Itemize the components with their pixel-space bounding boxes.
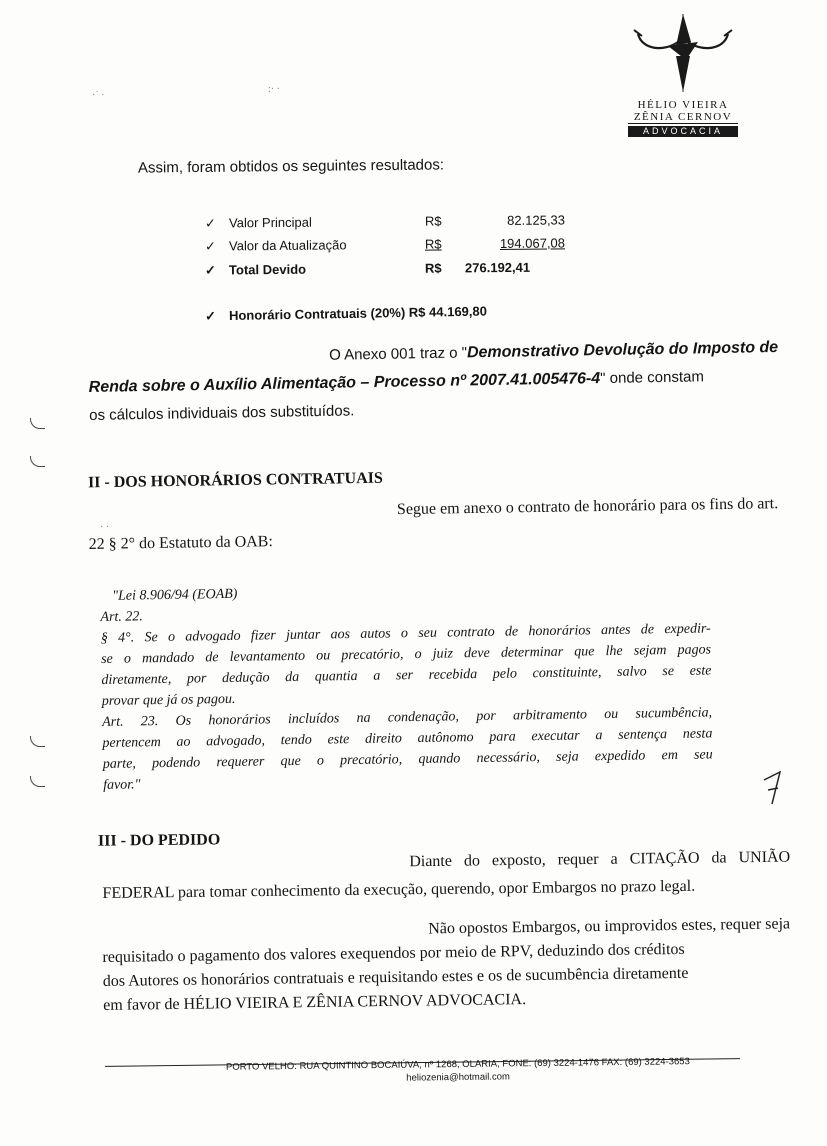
quote-line: favor.": [103, 777, 141, 793]
footer-email: heliozenia@hotmail.com: [406, 1071, 510, 1084]
honorario-row: [205, 304, 487, 325]
section-3-p1-line-1: Diante do exposto, requer a CITAÇÃO da UNIÃO: [409, 848, 791, 871]
star-figure-icon: [628, 12, 738, 94]
check-icon: ✓: [204, 262, 216, 278]
logo-line-2: ZÊNIA CERNOV: [628, 111, 738, 124]
quote-line: se o mandado de levantamento ou precatório, o juiz deve determinar que lhe sejam pagos: [101, 642, 712, 667]
result-row: [205, 259, 575, 278]
quote-line: "Lei 8.906/94 (EOAB): [112, 586, 238, 604]
anexo-tail: " onde constam: [600, 368, 705, 388]
anexo-lead: O Anexo 001 traz o ": [328, 344, 468, 364]
quote-line: diretamente, por dedução da quantia a ser recebida pelo constituinte, salvo se este: [101, 663, 712, 688]
section-2-heading: II - DOS HONORÁRIOS CONTRATUAIS: [87, 469, 383, 492]
quote-line: pertencem ao advogado, tendo este direito autônomo para executar a sentença nesta: [102, 726, 713, 751]
section-3-p2-line-3: dos Autores os honorários contratuais e requisitando estes e os de sucumbência diretamente: [102, 964, 689, 990]
anexo-line-3: os cálculos individuais dos substituídos.: [89, 402, 355, 424]
anexo-paragraph: [88, 334, 779, 430]
footer-address: PORTO VELHO: RUA QUINTINO BOCAIÚVA, nº 1268, OLARIA, FONE: (69) 3224-1476 FAX: (69) 3224-3653: [225, 1056, 690, 1073]
section-2-line-2: 22 § 2° do Estatuto da OAB:: [88, 533, 273, 553]
quote-line: § 4°. Se o advogado fizer juntar aos autos o seu contrato de honorários antes de expedir-: [100, 621, 711, 646]
binder-mark: [30, 736, 45, 747]
result-currency: R$: [424, 236, 442, 252]
scan-speck: :· ·: [268, 84, 280, 95]
quote-line: Art. 23. Os honorários incluídos na condenação, por arbitramento ou sucumbência,: [102, 705, 713, 730]
intro-text: Assim, foram obtidos os seguintes resultados:: [137, 156, 445, 177]
section-3-p2-line-4: em favor de HÉLIO VIEIRA E ZÊNIA CERNOV ADVOCACIA.: [103, 991, 527, 1014]
section-3-heading: III - DO PEDIDO: [97, 831, 221, 850]
footer: [178, 1055, 738, 1088]
honorario-text: Honorário Contratuais (20%) R$ 44.169,80: [228, 303, 488, 324]
scan-speck: ·˙ ·: [92, 90, 105, 101]
binder-mark: [30, 418, 45, 429]
section-2-line-1: Segue em anexo o contrato de honorário para os fins do art.: [396, 495, 779, 519]
result-value: 82.125,33: [507, 212, 566, 228]
anexo-title-1: Demonstrativo Devolução do Imposto de: [466, 338, 779, 362]
handwritten-initial: [760, 768, 788, 808]
check-icon: ✓: [204, 308, 217, 324]
section-3-p1-line-2: FEDERAL para tomar conhecimento da execução, querendo, opor Embargos no prazo legal.: [102, 877, 696, 902]
check-icon: ✓: [204, 215, 216, 231]
result-label: Total Devido: [228, 261, 307, 278]
check-icon: ✓: [204, 238, 216, 254]
binder-mark: [30, 776, 45, 787]
logo-tag: ADVOCACIA: [628, 126, 738, 137]
scan-speck: · ·: [100, 522, 110, 533]
anexo-title-2: Renda sobre o Auxílio Alimentação – Processo nº 2007.41.005476-4: [88, 370, 601, 396]
result-currency: R$: [424, 260, 442, 276]
quote-line: parte, podendo requerer que o precatório, quando necessário, seja expedido em seu: [102, 747, 713, 772]
section-2-paragraph: [88, 489, 779, 560]
result-label: Valor da Atualização: [228, 237, 347, 254]
section-3-p2-line-1: Não opostos Embargos, ou improvidos estes, requer seja: [428, 915, 791, 938]
firm-logo: [628, 12, 738, 142]
result-currency: R$: [424, 213, 442, 229]
result-row: [205, 212, 565, 231]
section-3-paragraph-1: [102, 844, 791, 908]
binder-mark: [30, 456, 45, 467]
result-value: 194.067,08: [499, 235, 566, 251]
quote-line: provar que já os pagou.: [101, 691, 236, 709]
law-quote: [100, 576, 713, 796]
section-3-p2-line-2: requisitado o pagamento dos valores exequendos por meio de RPV, deduzindo dos créditos: [102, 940, 685, 966]
quote-line: Art. 22.: [100, 609, 143, 625]
section-3-paragraph-2: [102, 912, 791, 1018]
result-value: 276.192,41: [464, 259, 531, 276]
result-row: [205, 235, 565, 254]
logo-line-1: HÉLIO VIEIRA: [637, 99, 729, 111]
result-label: Valor Principal: [228, 214, 312, 231]
